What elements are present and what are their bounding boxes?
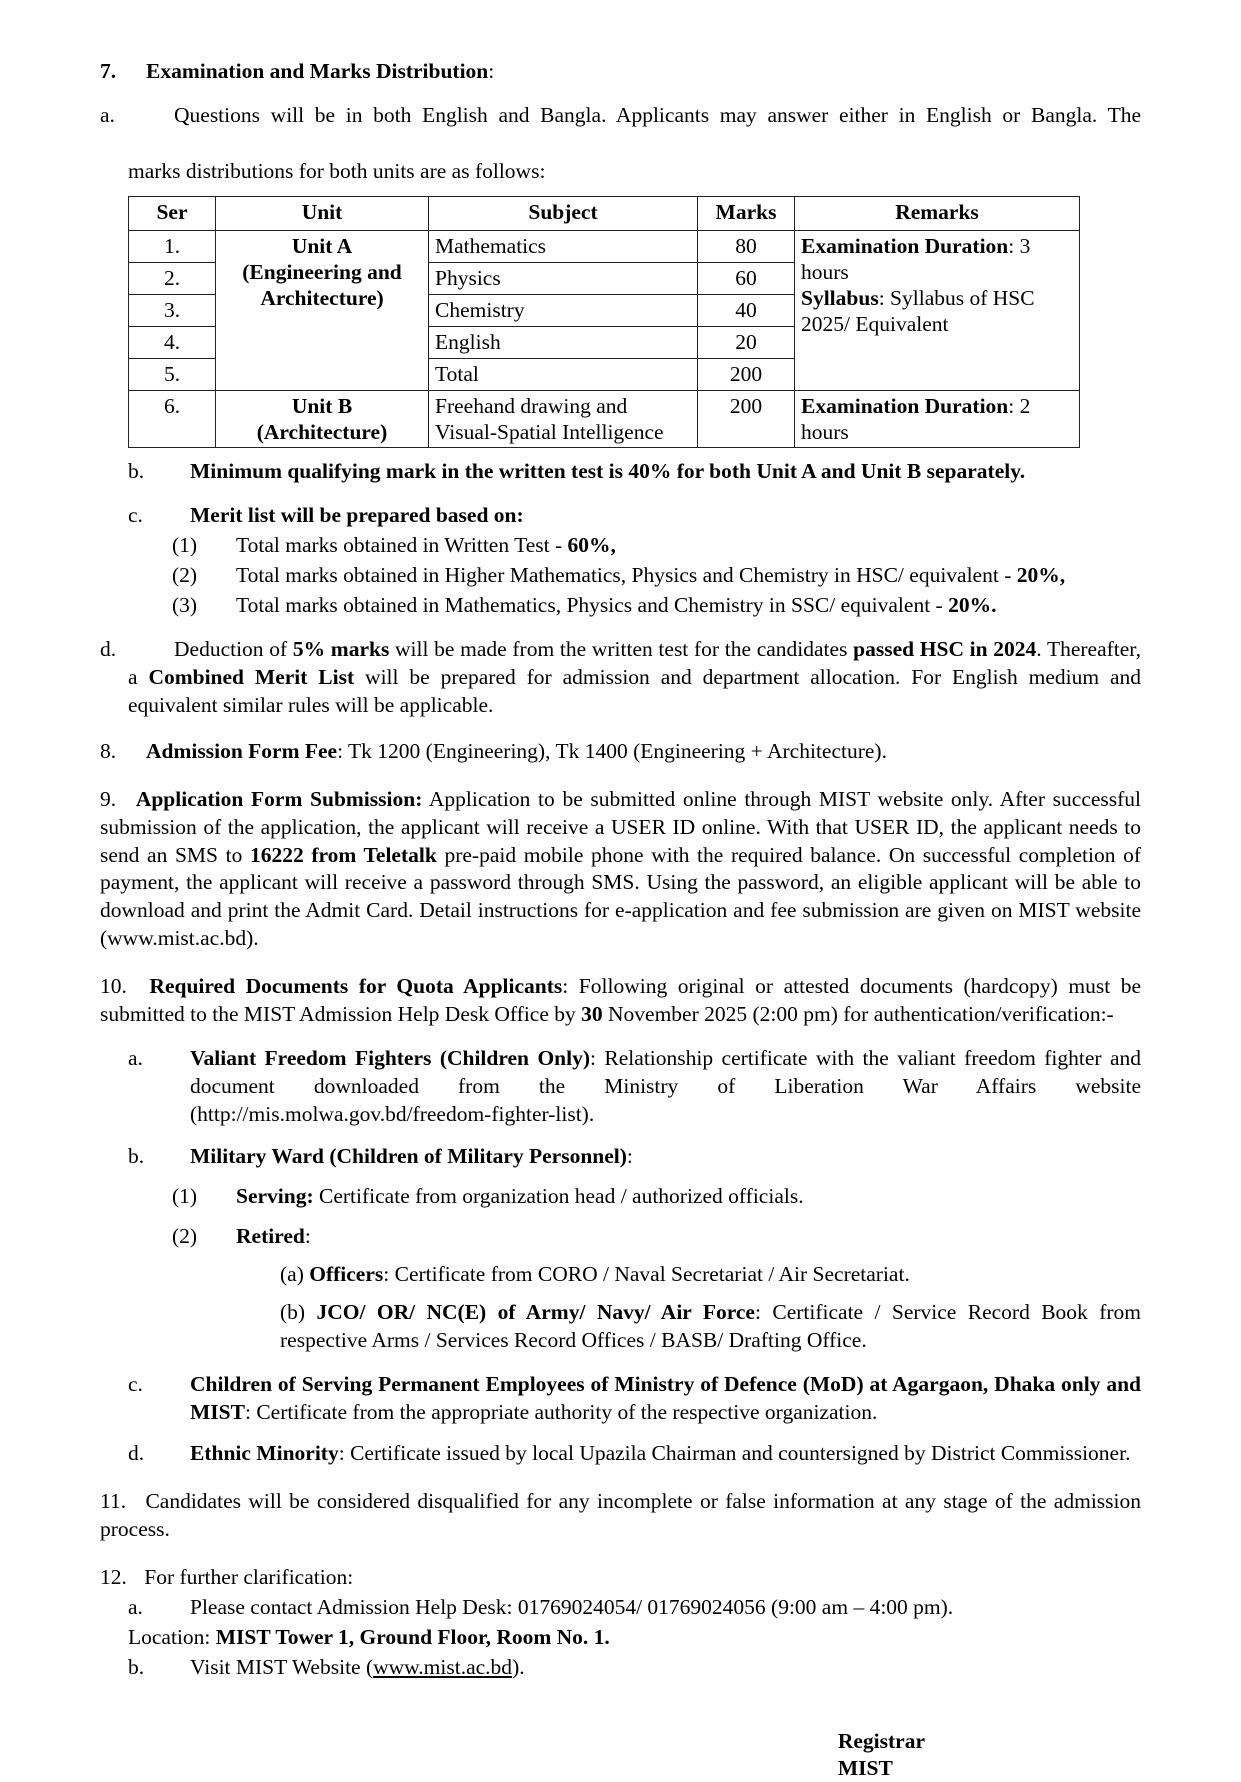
unit-a-line-2: (Engineering and [242,259,402,284]
section-7-c-item-3-value: 20%. [948,592,997,617]
section-10-b-item-2-title: Retired [236,1223,305,1248]
section-10-item-c-marker: c. [128,1371,143,1396]
section-10-b-sub-b-text: : Certificate / Service Record Book from respective Arms / Services Record Offices / BASB/ Drafting Office. [280,1299,1142,1352]
th-remarks: Remarks [795,196,1080,230]
remarks-a-duration-value: : 3 hours [801,233,1031,284]
signature-line-2: MIST [837,1755,893,1780]
section-7-item-d [100,636,1141,720]
section-12-location-label: Location: [128,1625,216,1650]
section-12-item-b [100,1654,1141,1682]
section-7-d-p2: will be made from the written test for the candidates [389,636,854,661]
section-7-item-c-marker: c. [128,503,143,528]
cell-subject: Physics [429,262,698,294]
cell-remarks-unit-a [795,230,1080,390]
section-10-b-item-1 [100,1183,1141,1211]
section-7-title: Examination and Marks Distribution [146,59,489,83]
section-12-title: For further clarification: [144,1565,354,1590]
unit-a-line-3: Architecture) [260,286,384,311]
section-7-d-b1: 5% marks [292,636,390,661]
cell-remarks-unit-b [795,390,1080,447]
cell-ser: 4. [129,326,216,358]
section-10-item-a-marker: a. [128,1046,143,1071]
section-10-p2: November 2025 (2:00 pm) for authentication/verification:- [602,1002,1114,1027]
section-11-text: Candidates will be considered disqualified for any incomplete or false information at any stage of the admission process. [100,1489,1141,1542]
section-7-c-item-1 [100,532,1141,560]
section-9-p1: Application to be submitted online through MIST website only. After successful submission of the application, the applicant will receive a USER ID online. With that USER ID, the applicant needs to send an SMS to [100,786,1142,867]
section-10-item-b-text: : [626,1143,633,1168]
unit-a-line-1: Unit A [291,233,353,258]
section-7-d-p4: will be prepared for admission and department allocation. For English medium and equivalent similar rules will be applicable. [128,664,1142,717]
th-ser: Ser [129,196,216,230]
section-7-d-b2: passed HSC in 2024 [853,636,1037,661]
cell-ser: 1. [129,230,216,262]
section-10-b-sub-a-title: Officers [309,1261,384,1286]
cell-subject: Chemistry [429,294,698,326]
section-10-b-retired-sub-a [100,1261,1141,1289]
unit-b-line-1: Unit B [291,393,353,418]
section-10-item-b-title: Military Ward (Children of Military Personnel) [190,1143,627,1168]
section-9-p2: pre-paid mobile phone with the required balance. On successful completion of payment, the applicant will receive a password through SMS. Using the password, an eligible applicant will be able to download and print the Admit Card. Detail instructions for e-application and fee submission are given on MIST website (www.mist.ac.bd). [100,842,1141,951]
section-10-item-d [100,1440,1141,1468]
table-row [129,230,1080,262]
section-10-item-d-text: : Certificate issued by local Upazila Chairman and countersigned by District Commissioner. [338,1441,1131,1466]
cell-ser: 2. [129,262,216,294]
section-12-item-b-text-post: ). [512,1655,525,1680]
cell-subject: Freehand drawing and Visual-Spatial Intelligence [429,390,698,447]
section-10-b-item-2-marker: (2) [172,1223,198,1248]
section-7-d-p1: Deduction of [174,636,293,661]
section-7-item-c [100,502,1141,530]
th-subject: Subject [429,196,698,230]
cell-unit-a [216,230,429,390]
section-7-c-item-2-marker: (2) [172,563,198,587]
section-7-title-suffix: : [488,59,495,83]
th-marks: Marks [698,196,795,230]
cell-marks: 20 [698,326,795,358]
section-7-c-item-2-value: 20%, [1016,563,1066,587]
section-7 [100,58,1141,86]
section-10-deadline-day: 30 [581,1002,603,1027]
section-12-item-b-marker: b. [128,1655,145,1680]
th-unit: Unit [216,196,429,230]
section-10-item-d-title: Ethnic Minority [190,1441,339,1466]
section-7-c-item-1-text: Total marks obtained in Written Test - [236,533,568,558]
section-7-item-b-text: Minimum qualifying mark in the written test is 40% for both Unit A and Unit B separately. [190,459,1026,484]
document-body [100,58,1141,1782]
section-7-item-a-marker: a. [100,102,115,127]
section-7-c-item-3 [100,592,1141,620]
section-11 [100,1488,1141,1544]
section-7-c-item-1-marker: (1) [172,533,198,558]
signature-line-1: Registrar [837,1729,925,1753]
remarks-a-duration-label: Examination Duration [801,233,1009,258]
section-12-location [100,1624,1141,1652]
section-8 [100,738,1141,766]
cell-marks: 200 [698,358,795,390]
cell-marks: 60 [698,262,795,294]
section-10-b-sub-b-marker: (b) [280,1299,317,1324]
section-7-item-a [100,102,1141,186]
mist-website-link[interactable]: www.mist.ac.bd [373,1655,513,1680]
section-12 [100,1564,1141,1592]
section-10-title: Required Documents for Quota Applicants [149,974,563,999]
section-10-b-item-1-text: Certificate from organization head / authorized officials. [313,1183,804,1208]
section-8-text: : Tk 1200 (Engineering), Tk 1400 (Engineering + Architecture). [337,738,887,763]
cell-unit-b [216,390,429,447]
section-7-item-a-line1: Questions will be in both English and Bangla. Applicants may answer either in English or Bangla. The [174,102,1141,127]
section-10-item-d-marker: d. [128,1441,145,1466]
section-12-item-a-text: Please contact Admission Help Desk: 01769024054/ 01769024056 (9:00 am – 4:00 pm). [190,1595,954,1620]
remarks-a-syllabus-value: : Syllabus of HSC 2025/ Equivalent [801,286,1035,337]
section-8-title: Admission Form Fee [146,738,338,763]
section-7-c-item-2 [100,562,1141,590]
section-10-number: 10. [100,974,127,999]
section-7-item-b-marker: b. [128,459,145,484]
section-12-item-b-text-pre: Visit MIST Website ( [190,1655,374,1680]
section-7-item-a-line2: marks distributions for both units are as follows: [128,158,546,183]
section-10-b-item-1-title: Serving: [236,1183,314,1208]
remarks-b-duration-label: Examination Duration [801,393,1009,418]
section-7-d-b3: Combined Merit List [148,664,355,689]
section-9 [100,786,1141,954]
section-10-item-a-title: Valiant Freedom Fighters (Children Only) [190,1046,591,1071]
cell-ser: 6. [129,390,216,447]
section-10-item-c [100,1371,1141,1427]
section-7-number: 7. [100,59,117,83]
section-10-b-retired-sub-b [100,1299,1141,1355]
cell-marks: 40 [698,294,795,326]
section-10-item-a-text: : Relationship certificate with the valiant freedom fighter and document downloaded from the Ministry of Liberation War Affairs website (http://mis.molwa.gov.bd/freedom-fighter-list). [190,1046,1141,1126]
section-10-b-item-2 [100,1223,1141,1251]
section-12-location-value: MIST Tower 1, Ground Floor, Room No. 1. [215,1625,610,1650]
section-10-item-c-title: Children of Serving Permanent Employees of Ministry of Defence (MoD) at Agargaon, Dhaka only and MIST [190,1371,1141,1424]
remarks-a-syllabus-label: Syllabus [801,286,879,311]
cell-subject: Total [429,358,698,390]
section-9-sms-number: 16222 from Teletalk [249,842,437,867]
section-10-item-a [100,1045,1141,1129]
section-10 [100,973,1141,1029]
section-10-b-sub-a-marker: (a) [280,1261,310,1286]
section-10-p1: : Following original or attested documents (hardcopy) must be submitted to the MIST Admission Help Desk Office by [100,974,1141,1027]
section-7-item-b [100,458,1141,486]
section-8-number: 8. [100,738,117,763]
cell-subject: Mathematics [429,230,698,262]
signature-block [100,1728,1141,1782]
section-9-title: Application Form Submission: [135,786,423,811]
section-7-item-c-text: Merit list will be prepared based on: [190,503,524,528]
remarks-b-duration-value: : 2 hours [801,393,1031,444]
section-9-number: 9. [100,786,117,811]
section-12-number: 12. [100,1565,127,1590]
section-7-c-item-2-text: Total marks obtained in Higher Mathematics, Physics and Chemistry in HSC/ equivalent - [236,563,1017,587]
section-10-b-sub-a-text: : Certificate from CORO / Naval Secretariat / Air Secretariat. [383,1261,910,1286]
section-10-item-b-marker: b. [128,1143,145,1168]
table-row [129,390,1080,447]
section-10-b-item-1-marker: (1) [172,1183,198,1208]
cell-marks: 80 [698,230,795,262]
cell-ser: 3. [129,294,216,326]
section-12-item-a [100,1594,1141,1622]
section-7-d-p3: . Thereafter, a [128,636,1141,689]
table-header-row [129,196,1080,230]
marks-distribution-table [128,196,1080,448]
cell-ser: 5. [129,358,216,390]
cell-marks: 200 [698,390,795,447]
section-11-number: 11. [100,1489,127,1514]
section-10-b-sub-b-title: JCO/ OR/ NC(E) of Army/ Navy/ Air Force [316,1299,755,1324]
cell-subject: English [429,326,698,358]
section-10-b-item-2-text: : [304,1223,311,1248]
section-10-item-c-text: : Certificate from the appropriate authority of the respective organization. [244,1399,878,1424]
section-10-item-b [100,1143,1141,1171]
section-7-c-item-3-text: Total marks obtained in Mathematics, Physics and Chemistry in SSC/ equivalent - [236,592,949,617]
section-7-item-d-marker: d. [100,636,117,661]
section-7-c-item-1-value: 60%, [567,533,616,558]
section-7-c-item-3-marker: (3) [172,592,198,617]
section-12-item-a-marker: a. [128,1595,143,1620]
unit-b-line-2: (Architecture) [256,419,388,444]
